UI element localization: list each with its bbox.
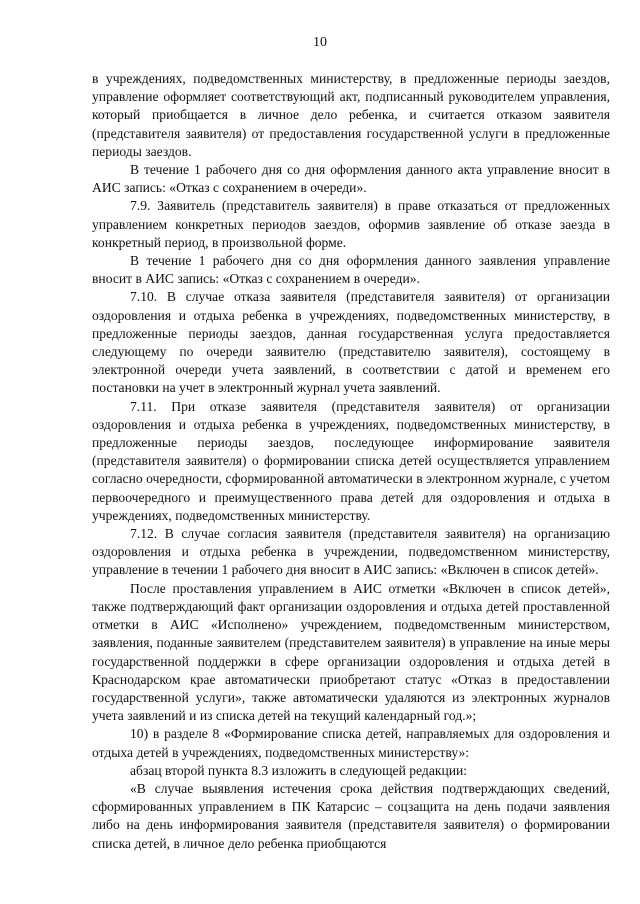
paragraph-continuation: в учреждениях, подведомственных министерству, в предложенные периоды заездов, управление оформляет соответствующий акт, подписанный руководителем управления, который приобщается в личное дело ребенка, и считается отказом заявителя (представителя заявителя) от предоставления государственной услуги в предложенные периоды заездов. — [92, 71, 610, 159]
document-body — [92, 70, 610, 853]
paragraph-8-3-text: «В случае выявления истечения срока действия подтверждающих сведений, сформированных управлением в ПК Катарсис – соцзащита на день подачи заявления либо на день информирования заявителя (представителя заявителя) о формировании списка детей, в личное дело ребенка приобщаются — [92, 780, 610, 851]
paragraph-7-11: 7.11. При отказе заявителя (представителя заявителя) от организации оздоровления и отдыха ребенка в учреждениях, подведомственных министерству, в предложенные периоды заездов, последующее информирование заявителя (представителя заявителя) о формировании списка детей осуществляется управлением согласно очередности, сформированной автоматически в электронном журнале, с учетом первоочередного и преимущественного права детей для оздоровления и отдыха в учреждениях, подведомственных министерству. — [92, 398, 610, 523]
paragraph-item-10: 10) в разделе 8 «Формирование списка детей, направляемых для оздоровления и отдыха детей в учреждениях, подведомственных министерству»: — [92, 726, 610, 760]
paragraph-7-10: 7.10. В случае отказа заявителя (представителя заявителя) от организации оздоровления и отдыха ребенка в учреждениях, подведомственных министерству, в предложенные периоды заездов, данная государственная услуга предоставляется следующему по очереди заявителю (представителю заявителя), состоящему в электронной очереди учета заявлений, в соответствии с датой и временем его постановки на учет в электронный журнал учета заявлений. — [92, 289, 610, 396]
paragraph-act-record: В течение 1 рабочего дня со дня оформления данного акта управление вносит в АИС запись: «Отказ с сохранением в очереди». — [92, 162, 610, 196]
paragraph-8-3-intro: абзац второй пункта 8.3 изложить в следующей редакции: — [130, 762, 468, 778]
paragraph-status-change: После проставления управлением в АИС отметки «Включен в список детей», также подтверждающий факт организации оздоровления и отдыха детей проставленной отметки в АИС «Исполнено» учреждением, подведомственным министерством, заявления, поданные заявителем (представителем заявителя) в управление на иные меры государственной поддержки в сфере организации оздоровления и отдыха детей в Краснодарском крае автоматически приобретают статус «Отказ в предоставлении государственной услуги», также автоматически удаляются из электронных журналов учета заявлений и из списка детей на текущий календарный год.»; — [92, 580, 610, 724]
page-number: 10 — [313, 35, 327, 50]
paragraph-7-9: 7.9. Заявитель (представитель заявителя) в праве отказаться от предложенных управлением конкретных периодов заездов, оформив заявление об отказе заезда в конкретный период, в произвольной форме. — [92, 198, 610, 250]
paragraph-7-12: 7.12. В случае согласия заявителя (представителя заявителя) на организацию оздоровления и отдыха ребенка в учреждении, подведомственном министерству, управление в течении 1 рабочего дня вносит в АИС запись: «Включен в список детей». — [92, 526, 610, 578]
paragraph-application-record: В течение 1 рабочего дня со дня оформления данного заявления управление вносит в АИС запись: «Отказ с сохранением в очереди». — [92, 253, 610, 287]
